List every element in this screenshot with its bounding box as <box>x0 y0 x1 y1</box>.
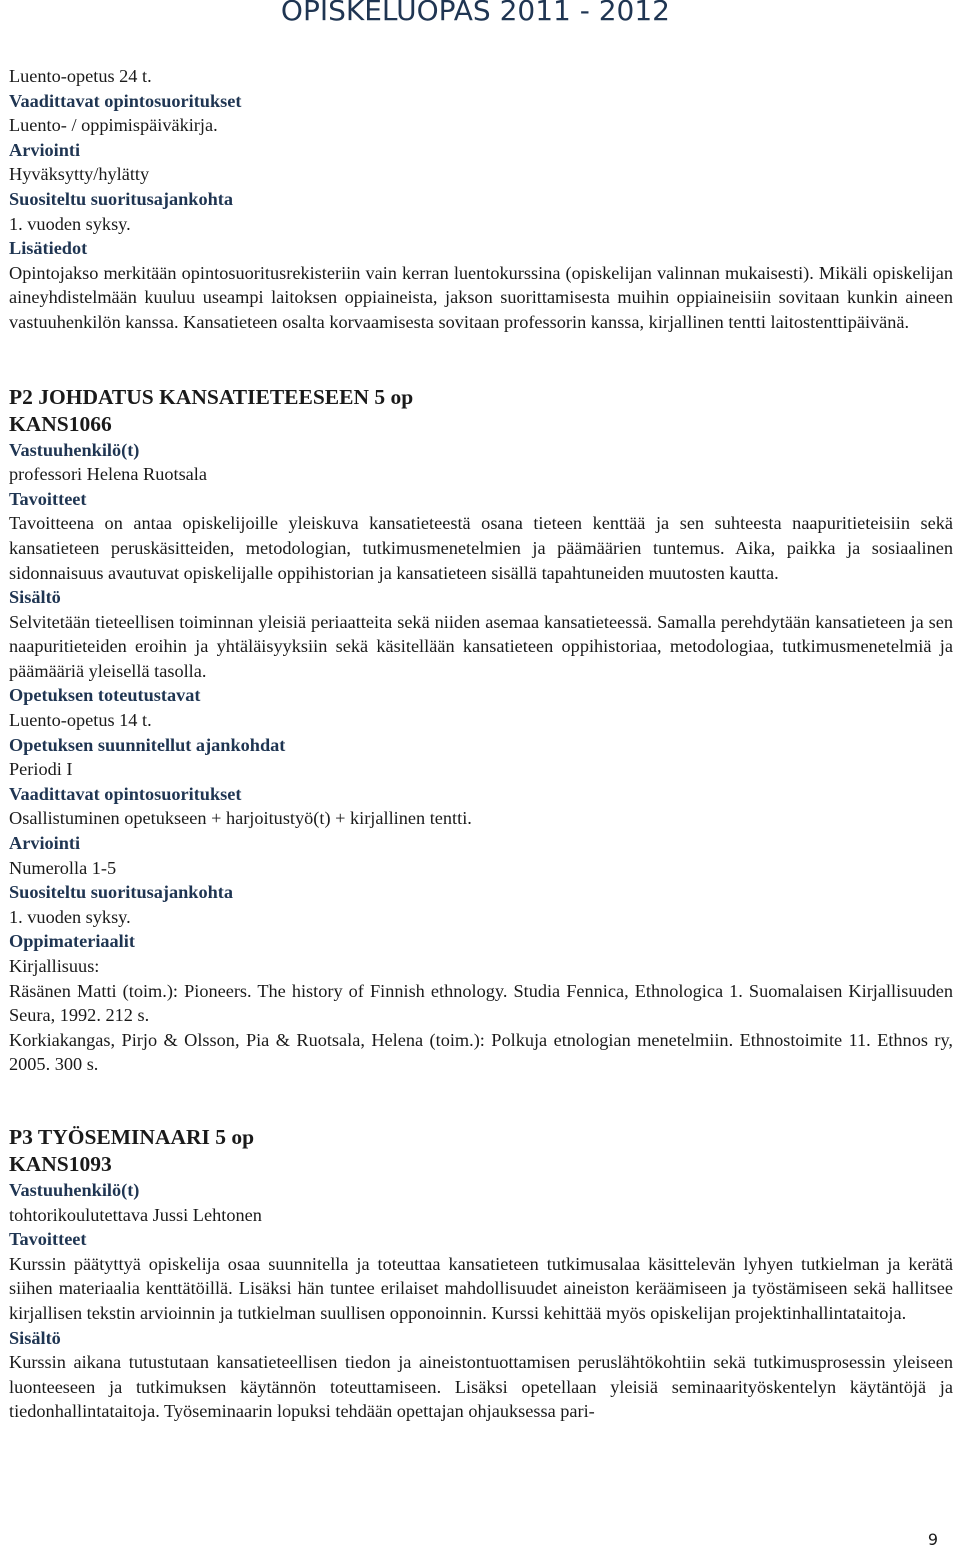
grading-text: Numerolla 1-5 <box>9 857 117 878</box>
course-p3 <box>9 1124 953 1424</box>
responsible-text: tohtorikoulutettava Jussi Lehtonen <box>9 1204 262 1225</box>
grading-heading: Arviointi <box>9 139 81 160</box>
goals-text: Tavoitteena on antaa opiskelijoille yleiskuva kansatieteestä osana tieteen kenttää ja sen suhteesta naapuritieteisiin sekä kansatieteen peruskäsitteiden, metodologian, tutkimusmenetelmien ja päämäärien tuntemus. Aika, paikka ja sosiaalinen sidonnaisuus avautuvat opiskelijalle oppihistorian ja kansatieteen sisällä tapahtuneiden muutosten kautta. <box>9 513 953 583</box>
timing-text: 1. vuoden syksy. <box>9 213 131 234</box>
schedule-heading: Opetuksen suunnitellut ajankohdat <box>9 734 286 755</box>
material-item: Korkiakangas, Pirjo & Olsson, Pia & Ruotsala, Helena (toim.): Polkuja etnologian menetelmiin. Ethnostoimite 11. Ethnos ry, 2005. 300 s. <box>9 1029 953 1075</box>
grading-heading: Arviointi <box>9 833 81 854</box>
requirements-heading: Vaadittavat opintosuoritukset <box>9 90 242 111</box>
material-item: Räsänen Matti (toim.): Pioneers. The history of Finnish ethnology. Studia Fennica, Ethnologica 1. Suomalaisen Kirjallisuuden Seura, 1992. 212 s. <box>9 980 953 1026</box>
responsible-heading: Vastuuhenkilö(t) <box>9 1179 140 1200</box>
course-title: P3 TYÖSEMINAARI 5 op <box>9 1124 255 1149</box>
timing-heading: Suositeltu suoritusajankohta <box>9 882 233 903</box>
page-number: 9 <box>927 1530 938 1549</box>
grading-text: Hyväksytty/hylätty <box>9 164 150 185</box>
content-text: Kurssin aikana tutustutaan kansatieteellisen tiedon ja aineistontuottamisen peruslähtökohtiin sekä tutkimusprosessin yleiseen luonteeseen ja tutkimuksen käytännön toteuttamiseen. Lisäksi opetellaan yleisiä seminaarityöskentelyn käytäntöjä ja tiedonhallintataitoja. Työseminaarin lopuksi tehdään opettajan ohjauksessa pari- <box>9 1352 953 1422</box>
teaching-text: Luento-opetus 24 t. <box>9 66 152 86</box>
requirements-text: Luento- / oppimispäiväkirja. <box>9 115 218 136</box>
content-heading: Sisältö <box>9 1327 61 1348</box>
materials-heading: Oppimateriaalit <box>9 931 135 952</box>
intro-section <box>9 64 953 335</box>
teaching-heading: Opetuksen toteutustavat <box>9 685 201 706</box>
header-title: OPISKELUOPAS 2011 - 2012 <box>280 0 670 27</box>
course-title: P2 JOHDATUS KANSATIETEESEEN 5 op <box>9 384 414 409</box>
content-heading: Sisältö <box>9 587 61 608</box>
requirements-heading: Vaadittavat opintosuoritukset <box>9 783 242 804</box>
content-text: Selvitetään tieteellisen toiminnan yleisiä periaatteita sekä niiden asemaa kansatieteessä. Samalla perehdytään kansatieteen ja sen naapuritieteiden eroihin ja yhtäläisyyksiin sekä käsitellään kansatieteen oppihistoriaa, metodologiaa, tutkimusmenetelmiä ja päämääriä yleisellä tasolla. <box>9 611 953 681</box>
goals-heading: Tavoitteet <box>9 1229 87 1250</box>
responsible-text: professori Helena Ruotsala <box>9 464 207 485</box>
info-text: Opintojakso merkitään opintosuoritusrekisteriin vain kerran luentokurssina (opiskelijan valinnan mukaisesti). Mikäli opiskelijan aineyhdistelmään kuuluu useampi laitoksen oppiaineista, jakson suorittamisesta muihin oppiaineisiin sovitaan kunkin aineen vastuuhenkilön kanssa. Kansatieteen osalta korvaamisesta sovitaan professorin kanssa, kirjallinen tentti laitostenttipäivänä. <box>9 262 953 332</box>
requirements-text: Osallistuminen opetukseen + harjoitustyö(t) + kirjallinen tentti. <box>9 808 472 829</box>
timing-text: 1. vuoden syksy. <box>9 906 131 927</box>
goals-text: Kurssin päätyttyä opiskelija osaa suunnitella ja toteuttaa kansatieteen tutkimusalaa käsittelevän lyhyen tutkielman ja kerätä siihen materiaalia kenttätöillä. Lisäksi hän tuntee erilaiset mahdollisuudet aineiston keräämiseen ja työstämiseen sekä hallitsee kirjallisen tekstin arvioinnin ja tutkielman suullisen opponoinnin. Kurssi kehittää myös opiskelijan projektinhallintataitoja. <box>9 1253 953 1323</box>
timing-heading: Suositeltu suoritusajankohta <box>9 188 233 209</box>
course-code: KANS1093 <box>9 1151 112 1176</box>
responsible-heading: Vastuuhenkilö(t) <box>9 439 140 460</box>
goals-heading: Tavoitteet <box>9 488 87 509</box>
course-code: KANS1066 <box>9 411 112 436</box>
schedule-text: Periodi I <box>9 759 73 780</box>
document-body <box>9 64 953 1424</box>
materials-label: Kirjallisuus: <box>9 956 100 976</box>
info-heading: Lisätiedot <box>9 238 88 259</box>
course-p2 <box>9 384 953 1077</box>
page-header <box>0 0 960 28</box>
teaching-text: Luento-opetus 14 t. <box>9 710 152 731</box>
